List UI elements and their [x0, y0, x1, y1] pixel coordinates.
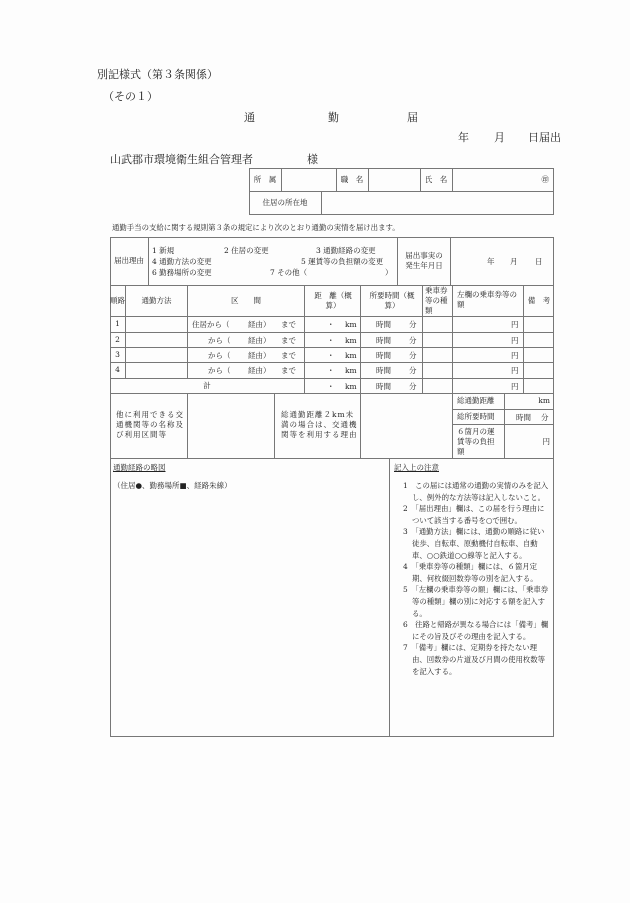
map-section-legend: （住居●、勤務場所■、経路朱線）: [113, 481, 232, 490]
occurrence-year: 年: [487, 257, 495, 266]
row-4-min: 分: [409, 366, 417, 375]
row-4-no: 4: [115, 365, 120, 374]
row-2-km: km: [345, 336, 357, 345]
total-dot: ・: [327, 382, 335, 391]
note-item-2: 2 「届出理由」欄は、この届を行う理由について該当する番号を○で囲む。: [403, 504, 545, 525]
title-char-1: 通: [244, 111, 255, 124]
occurrence-month: 月: [510, 257, 518, 266]
affiliation-field[interactable]: [282, 168, 336, 191]
occurrence-day: 日: [535, 257, 543, 266]
row-1-min: 分: [409, 320, 417, 329]
row-1-to: まで: [281, 320, 296, 329]
form-label: 別記様式（第３条関係）: [97, 68, 218, 81]
affiliation-label: 所 属: [253, 174, 277, 184]
total-time-min: 分: [541, 413, 549, 422]
note-item-7: 7 「備考」欄には、定期券を持たない理由、回数券の片道及び月間の使用枚数等を記入する。: [403, 643, 546, 676]
reason-option-6[interactable]: 6 勤務場所の変更: [152, 268, 212, 277]
occurrence-date-label: 届出事実の発生年月日: [405, 251, 443, 270]
other-transport-field[interactable]: [188, 393, 274, 458]
row-1-no: 1: [115, 319, 120, 328]
address-label: 住居の所在地: [262, 198, 308, 207]
row-2-via: 経由）: [248, 336, 271, 345]
total-distance-label: 総通勤距離: [457, 396, 495, 405]
header-remarks: 備 考: [527, 295, 551, 305]
row-3-hour: 時間: [376, 351, 391, 360]
map-section-title: 通勤経路の略図: [113, 463, 166, 472]
row-2-no: 2: [115, 334, 120, 344]
short-distance-label: 総通勤距離２km未満の場合は、交通機関等を利用する理由: [281, 410, 358, 439]
row-1-hour: 時間: [376, 320, 391, 329]
reason-label: 届出理由: [114, 256, 144, 265]
route-map-area[interactable]: [111, 495, 388, 735]
header-ticket-amount: 左欄の乗車券等の額: [457, 290, 517, 309]
reason-option-3[interactable]: 3 通勤経路の変更: [316, 246, 376, 255]
row-4-to: まで: [281, 366, 296, 375]
reason-option-1[interactable]: 1 新規: [152, 246, 175, 255]
date-month: 月: [494, 131, 505, 144]
note-item-5: 5 「左欄の乗車券等の額」欄には、「乗車券等の種類」欄の別に対応する額を記入する。: [403, 585, 549, 618]
name-field[interactable]: [453, 168, 553, 191]
six-month-label: ６箇月の運賃等の負担額: [457, 426, 495, 456]
row-1-yen: 円: [511, 320, 519, 329]
header-method: 通勤方法: [141, 295, 172, 305]
reason-option-4[interactable]: 4 通勤方法の変更: [152, 257, 212, 266]
total-distance-unit: km: [538, 396, 550, 405]
notes-title: 記入上の注意: [394, 463, 439, 472]
name-label: 氏 名: [424, 174, 448, 184]
title-char-2: 勤: [328, 111, 339, 124]
row-3-min: 分: [409, 351, 417, 360]
reason-option-5[interactable]: 5 運賃等の負担額の変更: [301, 257, 384, 266]
addressee: 山武郡市環境衛生組合管理者: [110, 153, 253, 166]
date-day: 日届出: [528, 131, 561, 144]
total-time-label: 総所要時間: [457, 411, 495, 421]
row-4-yen: 円: [511, 366, 519, 375]
note-item-4: 4 「乗車券等の種類」欄には、６箇月定期、何枚綴回数券等の別を記入する。: [403, 562, 538, 583]
header-order: 順路: [110, 295, 125, 305]
row-3-yen: 円: [511, 351, 519, 360]
row-2-min: 分: [409, 336, 417, 345]
title-char-3: 届: [407, 111, 418, 124]
row-4-from: から（: [208, 366, 231, 375]
header-distance: 距 離（概算）: [314, 290, 352, 310]
row-3-no: 3: [115, 349, 120, 359]
header-section: 区 間: [231, 295, 261, 305]
row-1-via: 経由）: [248, 320, 271, 329]
total-hour: 時間: [376, 382, 391, 391]
row-2-from: から（: [208, 336, 231, 345]
notes-list: [403, 480, 549, 677]
date-year: 年: [458, 131, 469, 144]
header-ticket-type: 乗車券等の種類: [425, 285, 448, 315]
row-3-via: 経由）: [248, 351, 271, 360]
reason-option-7[interactable]: 7 その他（: [270, 268, 308, 277]
intro-sentence: 通勤手当の支給に関する規則第３条の規定により次のとおり通勤の実情を届け出ます。: [112, 223, 400, 232]
total-yen: 円: [511, 382, 519, 391]
seal-mark-icon: ㊞: [541, 174, 549, 184]
row-2-hour: 時間: [376, 336, 391, 345]
row-2-to: まで: [281, 336, 296, 345]
six-month-unit: 円: [542, 436, 550, 446]
note-item-1: 1 この届には通常の通勤の実情のみを記入し、例外的な方法等は記入しないこと。: [403, 481, 549, 502]
job-title-label: 職 名: [340, 174, 364, 184]
row-2-yen: 円: [511, 336, 519, 345]
part-label: （その１）: [103, 90, 158, 103]
row-2-dot: ・: [327, 336, 335, 345]
row-3-to: まで: [281, 351, 296, 360]
total-time-hour: 時間: [516, 413, 531, 422]
short-distance-reason-field[interactable]: [361, 393, 452, 458]
row-4-hour: 時間: [376, 366, 391, 375]
total-km: km: [345, 382, 357, 391]
address-field[interactable]: [322, 191, 553, 215]
row-1-km: km: [345, 320, 357, 329]
other-transport-label: 他に利用できる交通機関等の名称及び利用区間等: [116, 410, 184, 439]
row-4-km: km: [345, 366, 357, 375]
job-title-field[interactable]: [369, 168, 420, 191]
row-1-dot: ・: [327, 320, 335, 329]
total-min: 分: [409, 382, 417, 391]
header-time: 所要時間（概算）: [369, 290, 415, 310]
row-1-from: 住居から（: [192, 320, 230, 329]
row-4-via: 経由）: [248, 366, 271, 375]
note-item-3: 3 「通勤方法」欄には、通勤の順路に従い徒歩、自転車、原動機付自転車、自動車、○○鉄道○○線等と記入する。: [403, 527, 545, 560]
honorific: 様: [307, 153, 318, 166]
total-label: 計: [203, 380, 211, 390]
row-3-km: km: [345, 351, 357, 360]
reason-option-7-close: ）: [385, 268, 393, 277]
note-item-6: 6 往路と帰路が異なる場合には「備考」欄にその旨及びその理由を記入する。: [403, 620, 549, 641]
row-3-dot: ・: [327, 351, 335, 360]
row-3-from: から（: [208, 351, 231, 360]
row-4-dot: ・: [327, 366, 335, 375]
reason-option-2[interactable]: 2 住居の変更: [224, 246, 269, 255]
